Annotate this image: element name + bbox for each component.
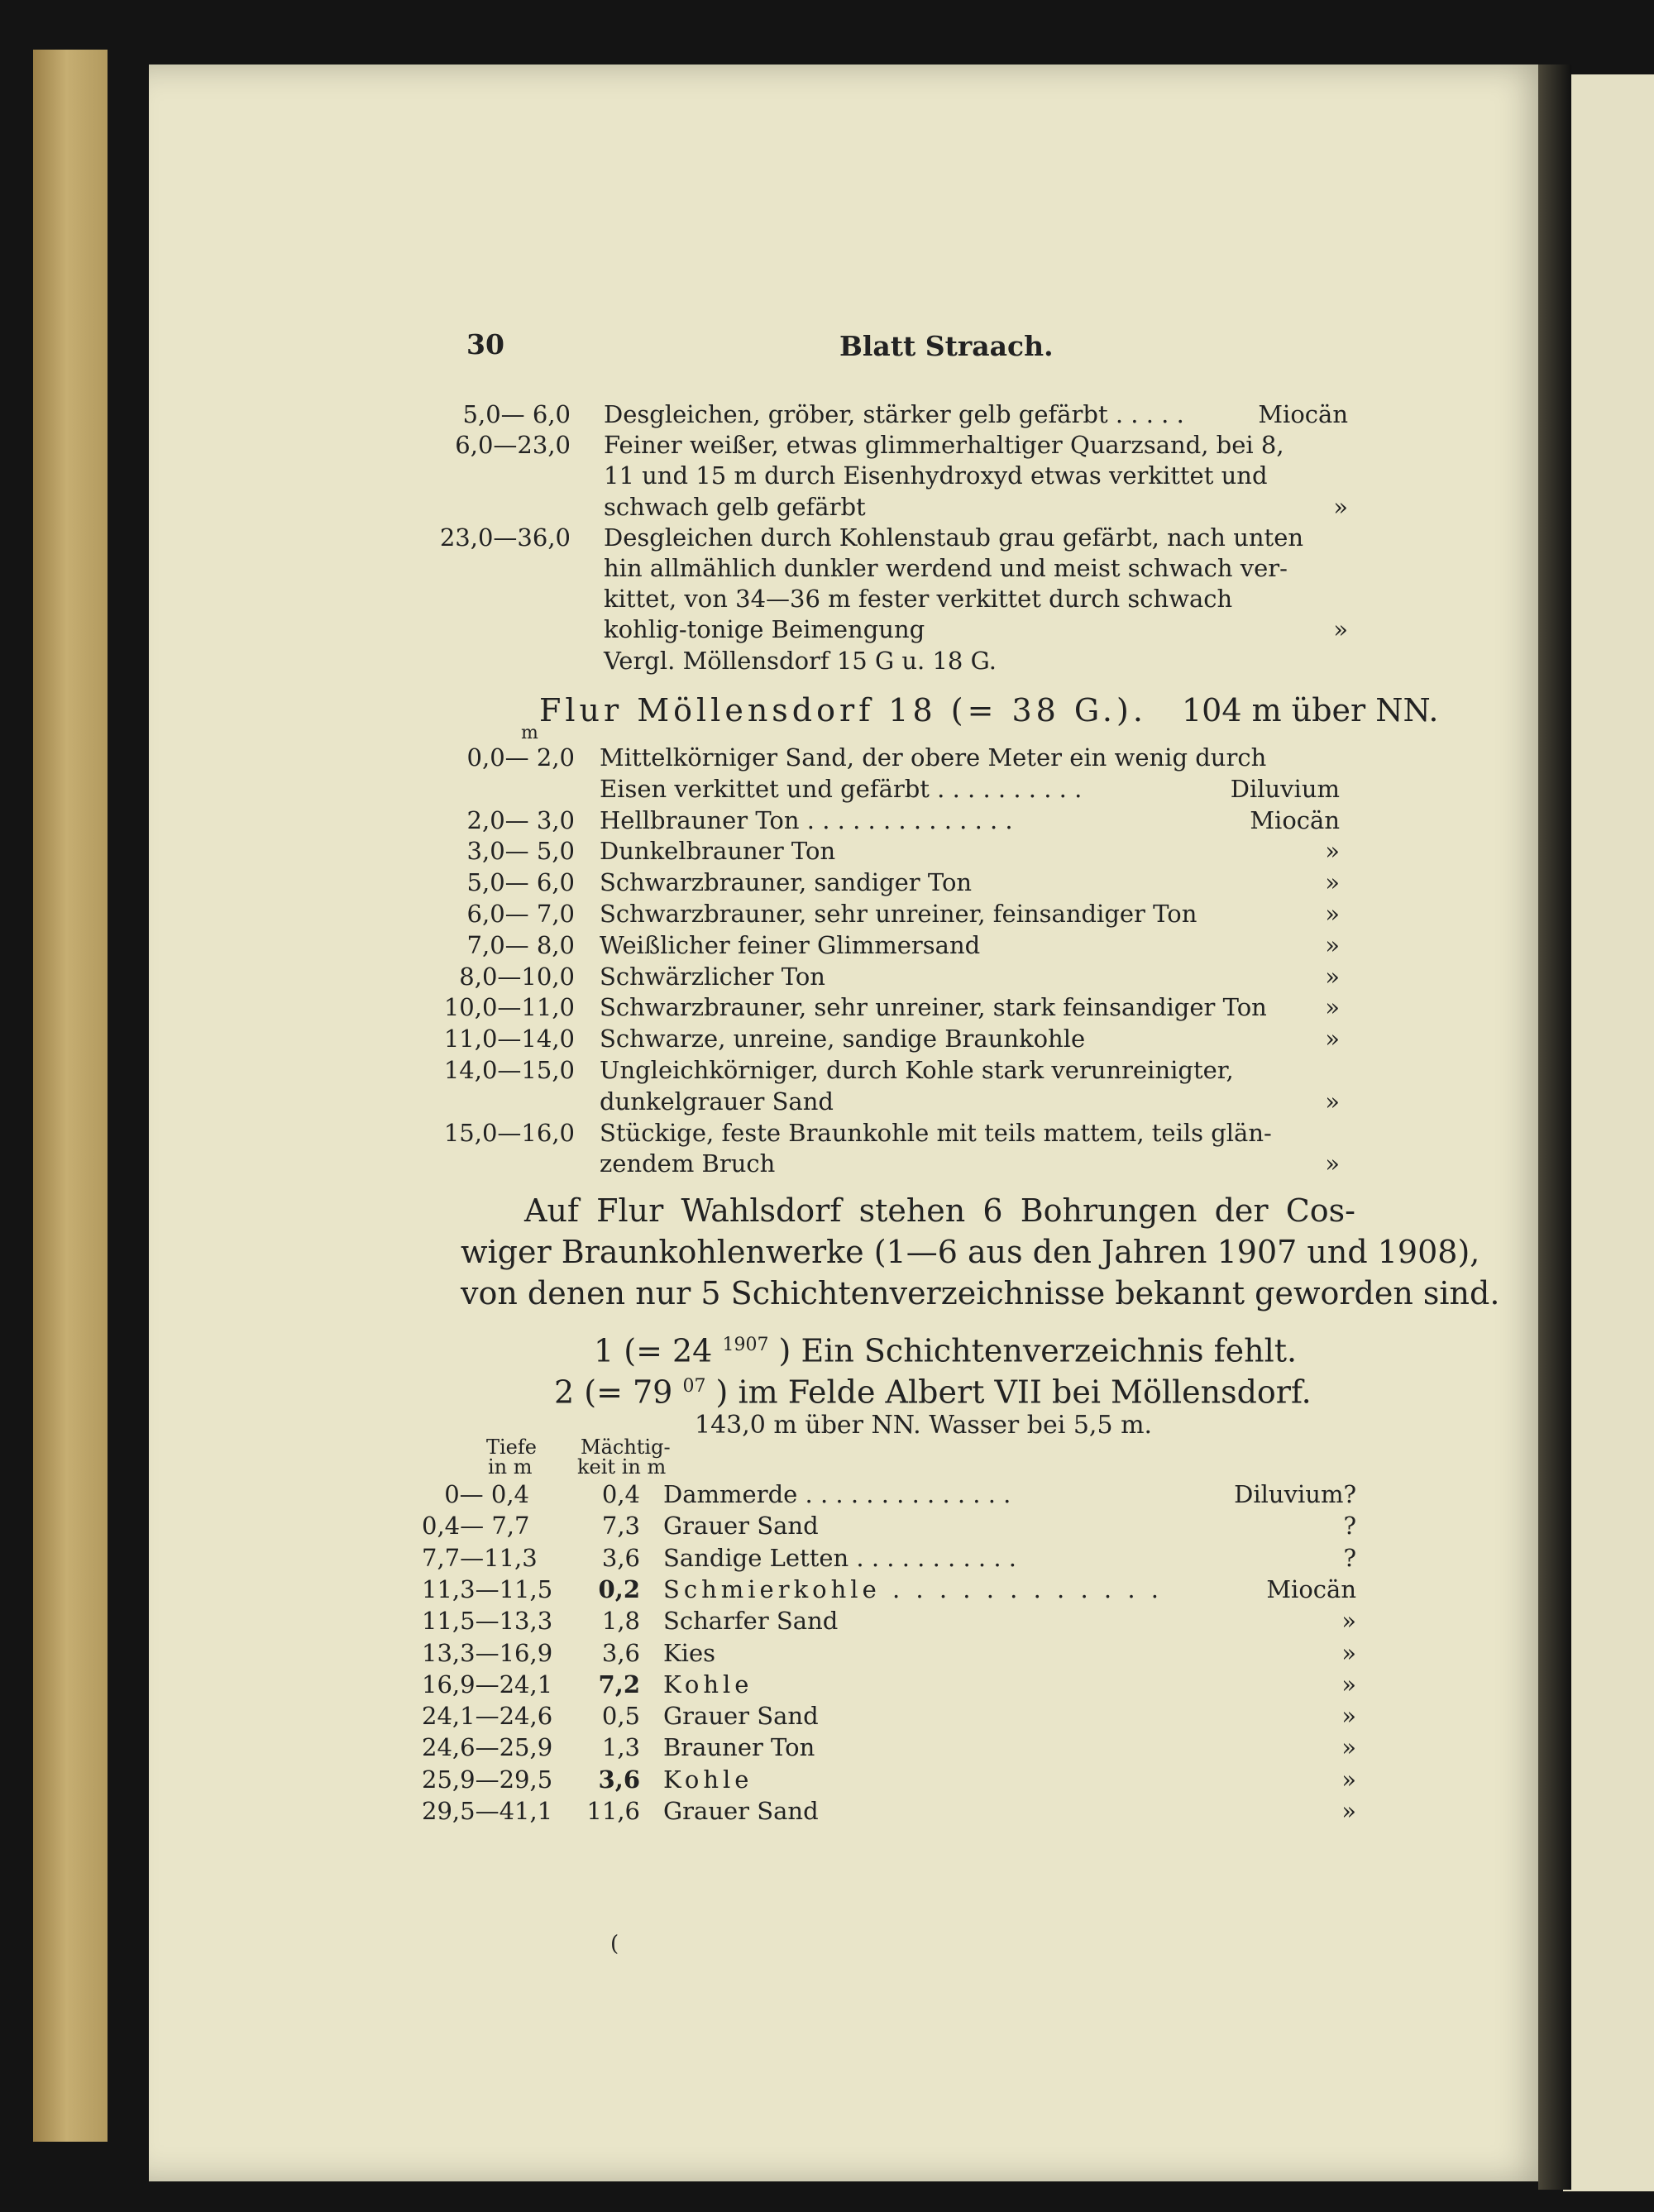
header-depth-1: Tiefe [486,1436,537,1459]
layer-description-line: Schwarzbrauner, sandiger Ton [600,868,973,897]
table-age: » [1341,1733,1356,1761]
layer-description-line: hin allmählich dunkler werdend und meist schwach ver- [604,554,1288,582]
table-depth: 11,3—11,5 [422,1575,553,1603]
book-gutter [1538,64,1571,2190]
paragraph-line: von denen nur 5 Schichtenverzeichnisse bekannt geworden sind. [461,1275,1500,1311]
table-description: Kohle [663,1765,753,1794]
flur-heading [539,690,1439,730]
book-page-edges [33,50,108,2142]
header-thickness-1: Mächtig- [581,1436,671,1459]
depth-range: 14,0—15,0 [443,1056,575,1084]
table-thickness: 7,3 [601,1512,640,1540]
age-label: Miocän [1258,400,1348,428]
table-age: » [1341,1702,1356,1730]
boring-2-rest: ) im Felde Albert VII bei Möllensdorf. [715,1374,1312,1411]
table-thickness: 7,2 [598,1670,640,1698]
age-label: » [1325,962,1340,991]
depth-range: 11,0—14,0 [443,1025,575,1053]
layer-description-line: kittet, von 34—36 m fester verkittet durch schwach [604,585,1233,614]
depth-range: 8,0—10,0 [459,962,575,991]
table-depth: 11,5—13,3 [422,1607,553,1635]
flur-heading-prefix: Flur Möllensdorf 18 (= 38 G.). [539,692,1147,729]
depth-range: 23,0—36,0 [439,523,571,552]
layer-description-line: Desgleichen, gröber, stärker gelb gefärbt . . . . . [604,400,1184,428]
layer-description-line: Vergl. Möllensdorf 15 G u. 18 G. [604,646,997,675]
table-age: ? [1343,1544,1356,1572]
table-description: Scharfer Sand [663,1607,839,1635]
boring-1-label: 1 (= 24 [594,1332,713,1369]
layer-description-line: Hellbrauner Ton . . . . . . . . . . . . . . [600,805,1013,834]
flur-heading-suffix: 104 m über NN. [1182,692,1439,729]
layer-description-line: 11 und 15 m durch Eisenhydroxyd etwas verkittet und [604,461,1268,490]
table-description: Kohle [663,1670,753,1698]
table-description: Grauer Sand [663,1512,819,1540]
age-label: » [1325,993,1340,1022]
facing-page [1563,74,1654,2191]
boring-2-sup: 07 [682,1376,706,1397]
age-label: » [1325,1087,1340,1116]
paragraph-line: Auf Flur Wahlsdorf stehen 6 Bohrungen der Cos- [524,1192,1355,1229]
layer-description-line: Schwärzlicher Ton [600,962,825,991]
table-age: » [1341,1765,1356,1794]
age-label: » [1333,492,1348,521]
age-label: » [1325,1025,1340,1053]
table-thickness: 1,8 [601,1607,640,1635]
layer-description-line: kohlig-tonige Beimengung [604,615,925,644]
boring-2-line [554,1367,1312,1412]
boring-1-rest: ) Ein Schichtenverzeichnis fehlt. [778,1332,1298,1369]
table-depth: 13,3—16,9 [422,1639,553,1667]
table-description: Dammerde . . . . . . . . . . . . . . [663,1480,1011,1508]
boring-2-subline: 143,0 m über NN. Wasser bei 5,5 m. [695,1411,1153,1440]
depth-range: 5,0— 6,0 [462,400,571,428]
header-thickness-2: keit in m [577,1455,667,1479]
table-thickness: 3,6 [601,1639,640,1667]
depth-range: 7,0— 8,0 [466,930,575,959]
table-thickness: 0,2 [598,1575,640,1603]
unit-label: m [521,723,538,743]
boring-1-sup: 1907 [722,1335,769,1355]
table-thickness: 1,3 [601,1733,640,1761]
layer-description-line: Desgleichen durch Kohlenstaub grau gefärbt, nach unten [604,523,1304,552]
layer-description-line: Weißlicher feiner Glimmersand [600,930,981,959]
layer-description-line: schwach gelb gefärbt [604,492,866,521]
age-label: » [1325,837,1340,866]
age-label: » [1325,900,1340,928]
layer-description-line: Eisen verkittet und gefärbt . . . . . . . . . . [600,774,1083,803]
age-label: » [1325,1149,1340,1178]
table-description: Grauer Sand [663,1797,819,1825]
boring-1-line [594,1326,1297,1371]
depth-range: 10,0—11,0 [443,993,575,1022]
layer-description-line: Stückige, feste Braunkohle mit teils mattem, teils glän- [600,1118,1272,1147]
depth-range: 2,0— 3,0 [466,805,575,834]
table-depth: 25,9—29,5 [422,1765,553,1794]
running-title: Blatt Straach. [839,330,1054,362]
table-age: Miocän [1266,1575,1356,1603]
layer-description-line: Schwarzbrauner, sehr unreiner, stark feinsandiger Ton [600,993,1267,1022]
age-label: Miocän [1250,805,1340,834]
table-thickness: 3,6 [598,1765,640,1794]
paragraph-line: wiger Braunkohlenwerke (1—6 aus den Jahren 1907 und 1908), [461,1234,1480,1270]
table-age: » [1341,1607,1356,1635]
depth-range: 5,0— 6,0 [466,868,575,897]
table-description: Kies [663,1639,715,1667]
layer-description-line: Feiner weißer, etwas glimmerhaltiger Quarzsand, bei 8, [604,431,1284,460]
table-depth: 0— 0,4 [444,1480,529,1508]
table-age: » [1341,1797,1356,1825]
footer-mark: ( [610,1932,619,1956]
table-depth: 29,5—41,1 [422,1797,553,1825]
table-description: Sandige Letten . . . . . . . . . . . [663,1544,1016,1572]
table-depth: 16,9—24,1 [422,1670,553,1698]
depth-range: 3,0— 5,0 [466,837,575,866]
depth-range: 0,0— 2,0 [466,743,575,772]
table-age: » [1341,1670,1356,1698]
table-depth: 7,7—11,3 [422,1544,538,1572]
boring-2-label: 2 (= 79 [554,1374,673,1411]
table-age: » [1341,1639,1356,1667]
layer-description-line: Schwarzbrauner, sehr unreiner, feinsandiger Ton [600,900,1197,928]
age-label: » [1333,615,1348,644]
table-thickness: 3,6 [601,1544,640,1572]
depth-range: 6,0—23,0 [455,431,571,460]
layer-description-line: Mittelkörniger Sand, der obere Meter ein wenig durch [600,743,1267,772]
page-number: 30 [466,328,504,361]
table-depth: 0,4— 7,7 [422,1512,530,1540]
table-description: Grauer Sand [663,1702,819,1730]
layer-description-line: dunkelgrauer Sand [600,1087,834,1116]
table-age: Diluvium? [1234,1480,1356,1508]
age-label: » [1325,868,1340,897]
depth-range: 15,0—16,0 [443,1118,575,1147]
table-depth: 24,6—25,9 [422,1733,553,1761]
depth-range: 6,0— 7,0 [466,900,575,928]
age-label: Diluvium [1230,774,1340,803]
age-label: » [1325,930,1340,959]
layer-description-line: Dunkelbrauner Ton [600,837,836,866]
layer-description-line: Ungleichkörniger, durch Kohle stark verunreinigter, [600,1056,1234,1084]
table-thickness: 11,6 [586,1797,640,1825]
table-description: Schmierkohle . . . . . . . . . . . . [663,1575,1163,1603]
table-age: ? [1343,1512,1356,1540]
header-depth-2: in m [488,1455,533,1479]
table-description: Brauner Ton [663,1733,815,1761]
layer-description-line: zendem Bruch [600,1149,776,1178]
table-thickness: 0,5 [601,1702,640,1730]
table-thickness: 0,4 [601,1480,640,1508]
layer-description-line: Schwarze, unreine, sandige Braunkohle [600,1025,1086,1053]
table-depth: 24,1—24,6 [422,1702,553,1730]
